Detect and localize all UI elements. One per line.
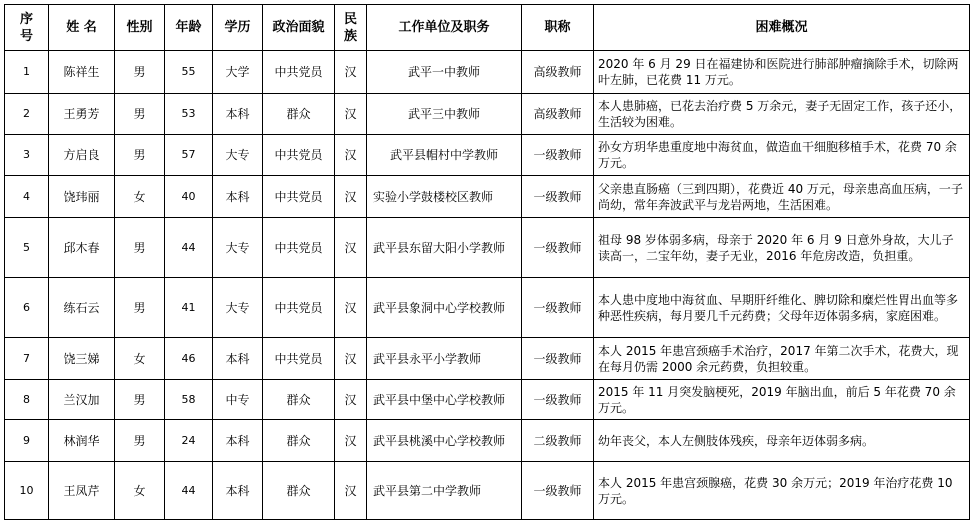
cell-name: 王凤芹: [49, 462, 115, 520]
cell-gender: 男: [115, 51, 165, 94]
cell-edu: 大专: [213, 278, 263, 338]
cell-edu: 本科: [213, 420, 263, 462]
cell-ethnic: 汉: [335, 380, 367, 420]
cell-title: 一级教师: [522, 462, 594, 520]
cell-title: 高级教师: [522, 94, 594, 135]
cell-age: 44: [165, 218, 213, 278]
cell-political: 中共党员: [263, 278, 335, 338]
cell-title: 一级教师: [522, 338, 594, 380]
cell-name: 饶玮丽: [49, 176, 115, 218]
cell-ethnic: 汉: [335, 135, 367, 176]
cell-gender: 男: [115, 380, 165, 420]
cell-title: 一级教师: [522, 135, 594, 176]
cell-seq: 7: [5, 338, 49, 380]
cell-political: 群众: [263, 380, 335, 420]
header-seq-line1: 序: [19, 11, 33, 27]
table-row: [5, 51, 970, 94]
header-title: 职称: [522, 5, 594, 51]
table-row: [5, 278, 970, 338]
cell-age: 40: [165, 176, 213, 218]
table-header-row: [5, 5, 970, 51]
cell-title: 一级教师: [522, 380, 594, 420]
cell-work: 实验小学鼓楼校区教师: [367, 176, 522, 218]
cell-work: 武平一中教师: [367, 51, 522, 94]
cell-seq: 2: [5, 94, 49, 135]
header-seq: [5, 5, 49, 51]
cell-seq: 4: [5, 176, 49, 218]
cell-title: 一级教师: [522, 176, 594, 218]
cell-difficulty: 父亲患直肠癌（三到四期），花费近 40 万元，母亲患高血压病，一子尚幼，常年奔波武平与龙岩两地，生活困难。: [594, 176, 970, 218]
table-row: [5, 176, 970, 218]
cell-edu: 本科: [213, 338, 263, 380]
cell-title: 一级教师: [522, 218, 594, 278]
cell-ethnic: 汉: [335, 218, 367, 278]
cell-seq: 1: [5, 51, 49, 94]
cell-seq: 8: [5, 380, 49, 420]
cell-gender: 男: [115, 218, 165, 278]
cell-name: 练石云: [49, 278, 115, 338]
cell-edu: 大专: [213, 135, 263, 176]
cell-ethnic: 汉: [335, 176, 367, 218]
cell-age: 58: [165, 380, 213, 420]
cell-name: 兰汉加: [49, 380, 115, 420]
cell-age: 55: [165, 51, 213, 94]
table-row: [5, 380, 970, 420]
cell-difficulty: 孙女方玥华患重度地中海贫血，做造血干细胞移植手术，花费 70 余万元。: [594, 135, 970, 176]
cell-name: 方启良: [49, 135, 115, 176]
header-edu: 学历: [213, 5, 263, 51]
cell-age: 24: [165, 420, 213, 462]
header-ethnic-line1: 民: [343, 11, 357, 27]
cell-seq: 9: [5, 420, 49, 462]
cell-difficulty: 本人 2015 年患宫颈癌手术治疗，2017 年第二次手术，花费大，现在每月仍需 2000 余元药费，负担较重。: [594, 338, 970, 380]
header-age: 年龄: [165, 5, 213, 51]
header-seq-line2: 号: [19, 28, 33, 44]
table-row: [5, 94, 970, 135]
cell-age: 41: [165, 278, 213, 338]
cell-political: 群众: [263, 420, 335, 462]
cell-ethnic: 汉: [335, 420, 367, 462]
header-political: 政治面貌: [263, 5, 335, 51]
cell-gender: 男: [115, 135, 165, 176]
cell-difficulty: 2020 年 6 月 29 日在福建协和医院进行肺部肿瘤摘除手术，切除两叶左肺，已花费 11 万元。: [594, 51, 970, 94]
cell-gender: 男: [115, 278, 165, 338]
cell-difficulty: 2015 年 11 月突发脑梗死，2019 年脑出血，前后 5 年花费 70 余万元。: [594, 380, 970, 420]
cell-title: 二级教师: [522, 420, 594, 462]
cell-political: 中共党员: [263, 176, 335, 218]
cell-political: 中共党员: [263, 218, 335, 278]
cell-seq: 6: [5, 278, 49, 338]
cell-political: 群众: [263, 462, 335, 520]
cell-age: 53: [165, 94, 213, 135]
difficulty-table: [4, 4, 970, 520]
cell-difficulty: 祖母 98 岁体弱多病，母亲于 2020 年 6 月 9 日意外身故，大儿子读高一，二宝年幼，妻子无业，2016 年危房改造，负担重。: [594, 218, 970, 278]
cell-age: 44: [165, 462, 213, 520]
cell-political: 中共党员: [263, 338, 335, 380]
cell-ethnic: 汉: [335, 51, 367, 94]
cell-name: 陈祥生: [49, 51, 115, 94]
cell-age: 57: [165, 135, 213, 176]
cell-gender: 女: [115, 338, 165, 380]
cell-work: 武平县东留大阳小学教师: [367, 218, 522, 278]
cell-seq: 3: [5, 135, 49, 176]
cell-work: 武平县永平小学教师: [367, 338, 522, 380]
cell-work: 武平县第二中学教师: [367, 462, 522, 520]
cell-title: 高级教师: [522, 51, 594, 94]
header-gender: 性别: [115, 5, 165, 51]
cell-work: 武平县桃溪中心学校教师: [367, 420, 522, 462]
cell-gender: 女: [115, 176, 165, 218]
cell-edu: 大专: [213, 218, 263, 278]
table-row: [5, 218, 970, 278]
cell-seq: 5: [5, 218, 49, 278]
cell-difficulty: 幼年丧父，本人左侧肢体残疾，母亲年迈体弱多病。: [594, 420, 970, 462]
cell-seq: 10: [5, 462, 49, 520]
cell-work: 武平县中堡中心学校教师: [367, 380, 522, 420]
cell-work: 武平县象洞中心学校教师: [367, 278, 522, 338]
cell-political: 中共党员: [263, 51, 335, 94]
cell-name: 王勇芳: [49, 94, 115, 135]
cell-edu: 中专: [213, 380, 263, 420]
cell-edu: 本科: [213, 94, 263, 135]
cell-edu: 本科: [213, 176, 263, 218]
table-row: [5, 135, 970, 176]
cell-name: 饶三娣: [49, 338, 115, 380]
cell-gender: 男: [115, 420, 165, 462]
cell-name: 邱木春: [49, 218, 115, 278]
cell-ethnic: 汉: [335, 94, 367, 135]
cell-difficulty: 本人患中度地中海贫血、早期肝纤维化、脾切除和糜烂性胃出血等多种恶性疾病，每月要几千元药费；父母年迈体弱多病，家庭困难。: [594, 278, 970, 338]
cell-gender: 女: [115, 462, 165, 520]
cell-difficulty: 本人患肺癌，已花去治疗费 5 万余元，妻子无固定工作，孩子还小，生活较为困难。: [594, 94, 970, 135]
cell-work: 武平三中教师: [367, 94, 522, 135]
table-row: [5, 462, 970, 520]
cell-ethnic: 汉: [335, 278, 367, 338]
cell-edu: 本科: [213, 462, 263, 520]
cell-ethnic: 汉: [335, 338, 367, 380]
cell-ethnic: 汉: [335, 462, 367, 520]
cell-difficulty: 本人 2015 年患宫颈腺癌，花费 30 余万元；2019 年治疗花费 10 万元。: [594, 462, 970, 520]
cell-edu: 大学: [213, 51, 263, 94]
cell-political: 群众: [263, 94, 335, 135]
cell-name: 林润华: [49, 420, 115, 462]
cell-gender: 男: [115, 94, 165, 135]
header-ethnic-line2: 族: [343, 28, 357, 44]
table-row: [5, 338, 970, 380]
header-name: 姓 名: [49, 5, 115, 51]
cell-age: 46: [165, 338, 213, 380]
header-difficulty: 困难概况: [594, 5, 970, 51]
cell-work: 武平县帽村中学教师: [367, 135, 522, 176]
cell-title: 一级教师: [522, 278, 594, 338]
cell-political: 中共党员: [263, 135, 335, 176]
header-ethnic: [335, 5, 367, 51]
header-work: 工作单位及职务: [367, 5, 522, 51]
table-row: [5, 420, 970, 462]
